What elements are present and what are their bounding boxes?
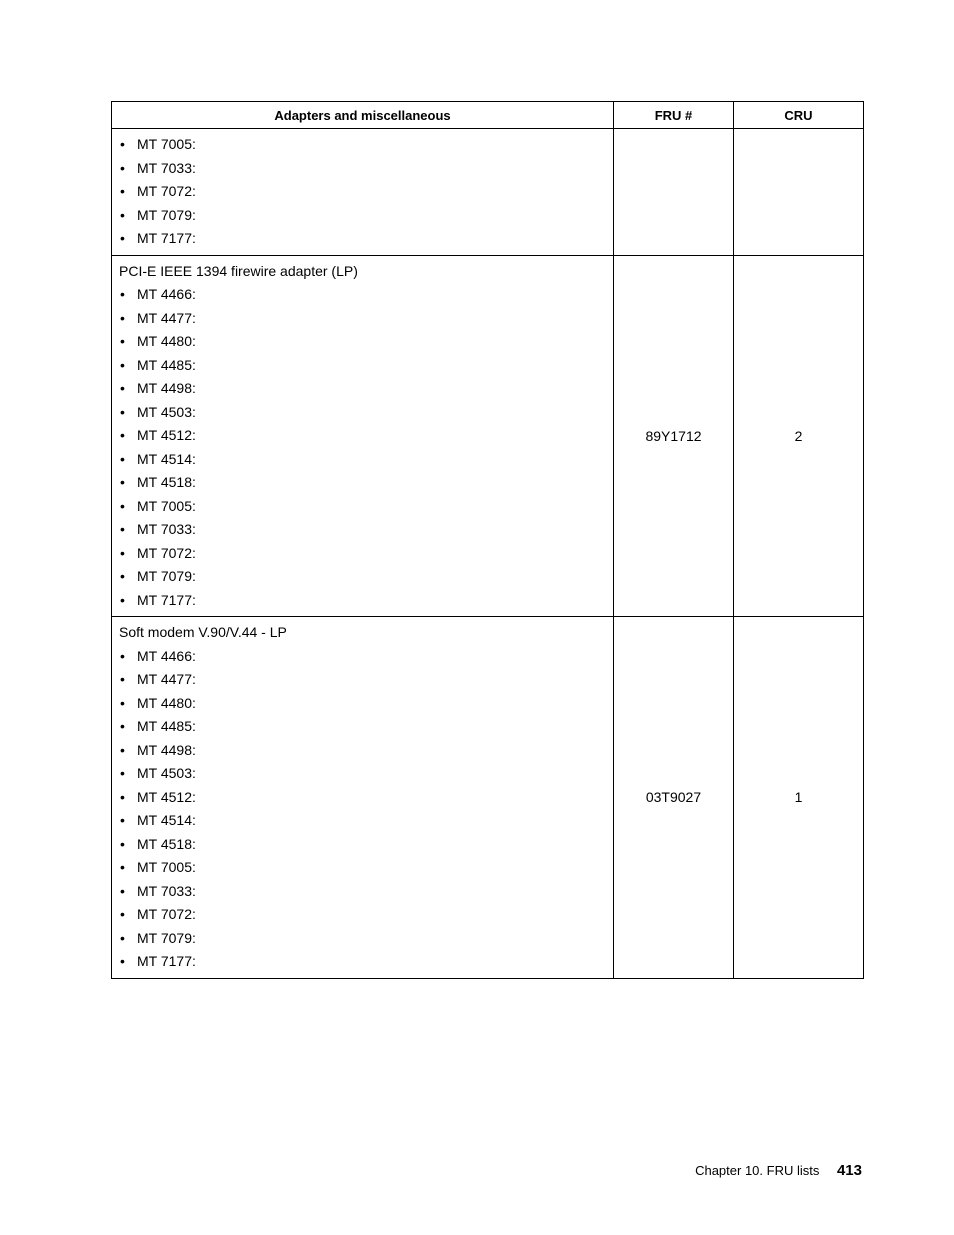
machine-type-label: MT 4498:	[137, 741, 196, 758]
list-item	[119, 283, 607, 307]
header-cru: CRU	[734, 102, 864, 129]
fru-number-cell: 89Y1712	[614, 255, 734, 617]
list-item	[119, 180, 607, 204]
machine-type-label: MT 7072:	[137, 544, 196, 561]
list-item	[119, 715, 607, 739]
machine-type-label: MT 4503:	[137, 403, 196, 420]
fru-table	[111, 101, 864, 979]
bullet-icon: •	[120, 206, 125, 223]
part-title: Soft modem V.90/V.44 - LP	[119, 624, 287, 640]
table-row	[112, 255, 864, 617]
bullet-icon: •	[120, 906, 125, 922]
footer-chapter: Chapter 10. FRU lists	[695, 1163, 820, 1178]
header-fru: FRU #	[614, 102, 734, 129]
machine-type-label: MT 4512:	[137, 427, 196, 443]
bullet-icon: •	[120, 718, 125, 734]
bullet-icon: •	[120, 380, 125, 396]
bullet-icon: •	[120, 568, 125, 584]
machine-type-label: MT 4498:	[137, 380, 196, 396]
cru-tier-cell: 1	[734, 617, 864, 979]
machine-type-label: MT 4477:	[137, 309, 196, 326]
list-item	[119, 377, 607, 401]
machine-type-label: MT 4514:	[137, 812, 196, 828]
list-item	[119, 401, 607, 425]
machine-type-label: MT 7177:	[137, 230, 196, 246]
machine-type-label: MT 7033:	[137, 521, 196, 537]
machine-type-label: MT 4480:	[137, 333, 196, 349]
machine-type-label: MT 4514:	[137, 450, 196, 467]
bullet-icon: •	[120, 230, 125, 246]
list-item	[119, 471, 607, 495]
machine-type-label: MT 7033:	[137, 159, 196, 176]
machine-type-label: MT 7005:	[137, 497, 196, 514]
bullet-icon: •	[120, 835, 125, 852]
bullet-icon: •	[120, 591, 125, 608]
bullet-icon: •	[120, 403, 125, 420]
cru-tier-cell: 2	[734, 255, 864, 617]
header-adapters: Adapters and miscellaneous	[112, 102, 614, 129]
list-item	[119, 645, 607, 669]
list-item	[119, 227, 607, 251]
list-item	[119, 762, 607, 786]
list-item	[119, 204, 607, 228]
list-item	[119, 133, 607, 157]
list-item	[119, 786, 607, 810]
description-cell	[112, 255, 614, 617]
list-item	[119, 903, 607, 927]
machine-type-label: MT 4512:	[137, 788, 196, 805]
bullet-icon: •	[120, 882, 125, 899]
machine-type-label: MT 4485:	[137, 356, 196, 373]
list-item	[119, 809, 607, 833]
list-item	[119, 565, 607, 589]
part-title: PCI-E IEEE 1394 firewire adapter (LP)	[119, 262, 358, 279]
bullet-icon: •	[120, 544, 125, 561]
bullet-icon: •	[120, 309, 125, 326]
list-item	[119, 330, 607, 354]
machine-type-label: MT 7079:	[137, 206, 196, 223]
description-cell	[112, 617, 614, 979]
list-item	[119, 157, 607, 181]
bullet-icon: •	[120, 953, 125, 969]
machine-type-label: MT 4518:	[137, 474, 196, 490]
description-cell	[112, 129, 614, 256]
machine-type-label: MT 4480:	[137, 694, 196, 711]
machine-type-label: MT 4485:	[137, 718, 196, 734]
bullet-icon: •	[120, 450, 125, 467]
machine-type-label: MT 7079:	[137, 929, 196, 946]
cru-tier-cell	[734, 129, 864, 256]
table-row	[112, 617, 864, 979]
bullet-icon: •	[120, 356, 125, 373]
table-header-row	[112, 102, 864, 129]
bullet-icon: •	[120, 497, 125, 514]
machine-type-label: MT 4503:	[137, 765, 196, 781]
list-item	[119, 833, 607, 857]
machine-type-label: MT 7177:	[137, 953, 196, 969]
machine-type-list	[119, 133, 607, 251]
bullet-icon: •	[120, 521, 125, 537]
list-item	[119, 927, 607, 951]
page-number: 413	[836, 1162, 862, 1179]
bullet-icon: •	[120, 136, 125, 152]
bullet-icon: •	[120, 741, 125, 758]
list-item	[119, 668, 607, 692]
machine-type-label: MT 4466:	[137, 286, 196, 302]
machine-type-label: MT 7177:	[137, 591, 196, 608]
list-item	[119, 856, 607, 880]
bullet-icon: •	[120, 286, 125, 302]
list-item	[119, 589, 607, 613]
machine-type-label: MT 7072:	[137, 183, 196, 199]
machine-type-label: MT 7033:	[137, 882, 196, 899]
bullet-icon: •	[120, 647, 125, 664]
table-body	[112, 129, 864, 979]
list-item	[119, 495, 607, 519]
machine-type-label: MT 4518:	[137, 835, 196, 852]
table-row	[112, 129, 864, 256]
bullet-icon: •	[120, 812, 125, 828]
machine-type-list	[119, 283, 607, 612]
page-footer	[695, 1162, 862, 1179]
bullet-icon: •	[120, 474, 125, 490]
bullet-icon: •	[120, 333, 125, 349]
list-item	[119, 354, 607, 378]
list-item	[119, 542, 607, 566]
machine-type-label: MT 4466:	[137, 647, 196, 664]
bullet-icon: •	[120, 183, 125, 199]
machine-type-label: MT 4477:	[137, 671, 196, 687]
list-item	[119, 518, 607, 542]
machine-type-list	[119, 645, 607, 974]
bullet-icon: •	[120, 159, 125, 176]
list-item	[119, 692, 607, 716]
fru-number-cell: 03T9027	[614, 617, 734, 979]
machine-type-label: MT 7005:	[137, 136, 196, 152]
list-item	[119, 880, 607, 904]
bullet-icon: •	[120, 427, 125, 443]
bullet-icon: •	[120, 929, 125, 946]
bullet-icon: •	[120, 694, 125, 711]
list-item	[119, 424, 607, 448]
bullet-icon: •	[120, 671, 125, 687]
machine-type-label: MT 7072:	[137, 906, 196, 922]
bullet-icon: •	[120, 859, 125, 875]
list-item	[119, 448, 607, 472]
machine-type-label: MT 7005:	[137, 859, 196, 875]
list-item	[119, 950, 607, 974]
list-item	[119, 739, 607, 763]
bullet-icon: •	[120, 788, 125, 805]
list-item	[119, 307, 607, 331]
bullet-icon: •	[120, 765, 125, 781]
fru-number-cell	[614, 129, 734, 256]
machine-type-label: MT 7079:	[137, 568, 196, 584]
